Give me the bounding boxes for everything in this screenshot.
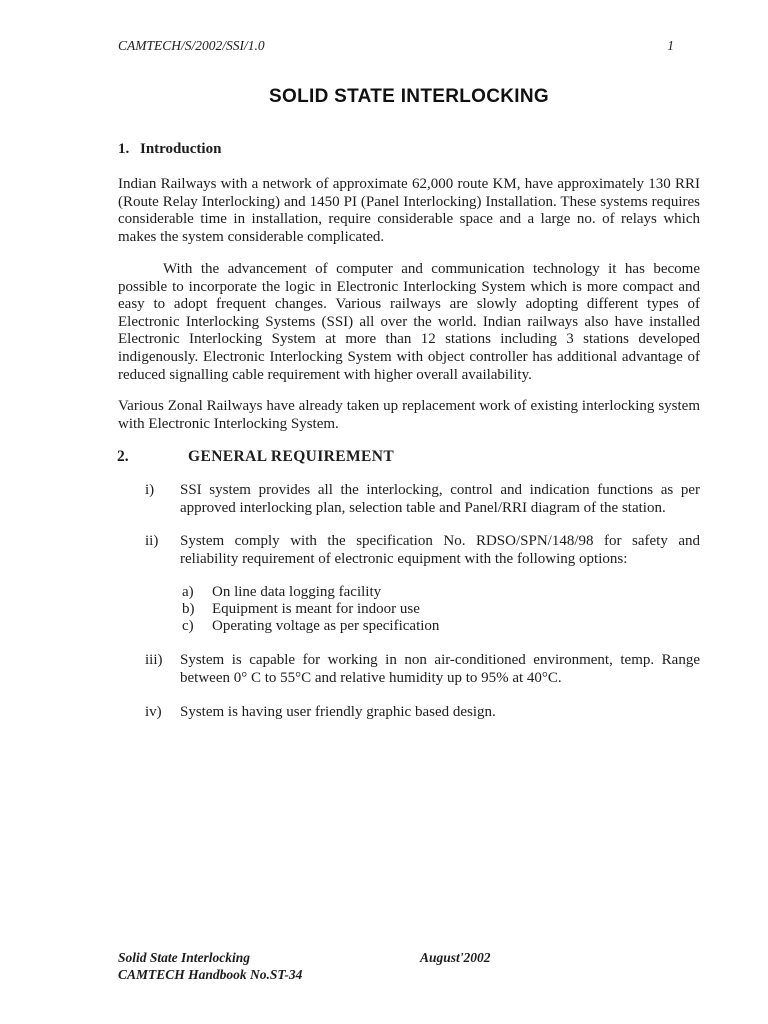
- document-title: SOLID STATE INTERLOCKING: [269, 86, 549, 107]
- footer-date: August'2002: [420, 950, 491, 965]
- list-item-i-marker: i): [145, 482, 155, 498]
- section-2-heading: [117, 448, 394, 466]
- sub-item-a-marker: a): [182, 584, 194, 600]
- list-item-i-text: SSI system provides all the interlocking, control and indication functions as per approved interlocking plan, selection table and Panel/RRI diagram of the station.: [180, 482, 700, 516]
- footer-handbook-number: CAMTECH Handbook No.ST-34: [118, 966, 303, 982]
- footer-doc-title: Solid State Interlocking: [118, 950, 251, 965]
- section-1-heading: [118, 141, 221, 158]
- list-item-iv-text: System is having user friendly graphic based design.: [180, 704, 496, 720]
- sub-item-c-marker: c): [182, 618, 194, 634]
- page-header: [118, 38, 700, 54]
- page-number: 1: [667, 38, 674, 53]
- section-2-number: 2.: [117, 448, 129, 465]
- intro-paragraph-2: With the advancement of computer and communication technology it has become possible to incorporate the logic in Electronic Interlocking System which is more compact and easy to adopt frequent changes. Various railways are slowly adopting different types of Electronic Interlocking Systems (SSI) all over the world. Indian railways also have installed Electronic Interlocking System at more than 12 stations including 3 stations developed indigenously. Electronic Interlocking System with object controller has additional advantage of reduced signalling cable requirement with higher overall availability.: [118, 261, 700, 383]
- list-item-ii-marker: ii): [145, 533, 159, 549]
- list-item-iii: [145, 652, 700, 687]
- list-item-iv-marker: iv): [145, 704, 162, 720]
- list-item-iii-text: System is capable for working in non air-conditioned environment, temp. Range between 0° C to 55°C and relative humidity up to 95% at 40°C.: [180, 652, 700, 686]
- list-item-i: [145, 482, 700, 517]
- sub-item-a-text: On line data logging facility: [212, 584, 382, 600]
- sub-item-b: [182, 601, 420, 619]
- section-2-title: GENERAL REQUIREMENT: [188, 448, 395, 465]
- list-item-iii-marker: iii): [145, 652, 163, 668]
- list-item-ii: [145, 533, 700, 568]
- list-item-iv: [145, 704, 700, 722]
- sub-item-b-text: Equipment is meant for indoor use: [212, 601, 420, 617]
- intro-paragraph-3: Various Zonal Railways have already taken up replacement work of existing interlocking system with Electronic Interlocking System.: [118, 398, 700, 432]
- sub-item-a: [182, 584, 381, 602]
- sub-item-c: [182, 618, 439, 636]
- intro-paragraph-1: Indian Railways with a network of approximate 62,000 route KM, have approximately 130 RRI (Route Relay Interlocking) and 1450 PI (Panel Interlocking) Installation. These systems requires considerable time in installation, require considerable space and a large no. of relays which makes the system considerable complicated.: [118, 176, 700, 245]
- sub-item-b-marker: b): [182, 601, 195, 617]
- page-footer: [118, 950, 700, 983]
- list-item-ii-text: System comply with the specification No. RDSO/SPN/148/98 for safety and reliability requirement of electronic equipment with the following options:: [180, 533, 700, 567]
- section-1-title: Introduction: [140, 141, 222, 157]
- sub-item-c-text: Operating voltage as per specification: [212, 618, 440, 634]
- doc-reference: CAMTECH/S/2002/SSI/1.0: [118, 38, 265, 53]
- section-1-number: 1.: [118, 141, 130, 157]
